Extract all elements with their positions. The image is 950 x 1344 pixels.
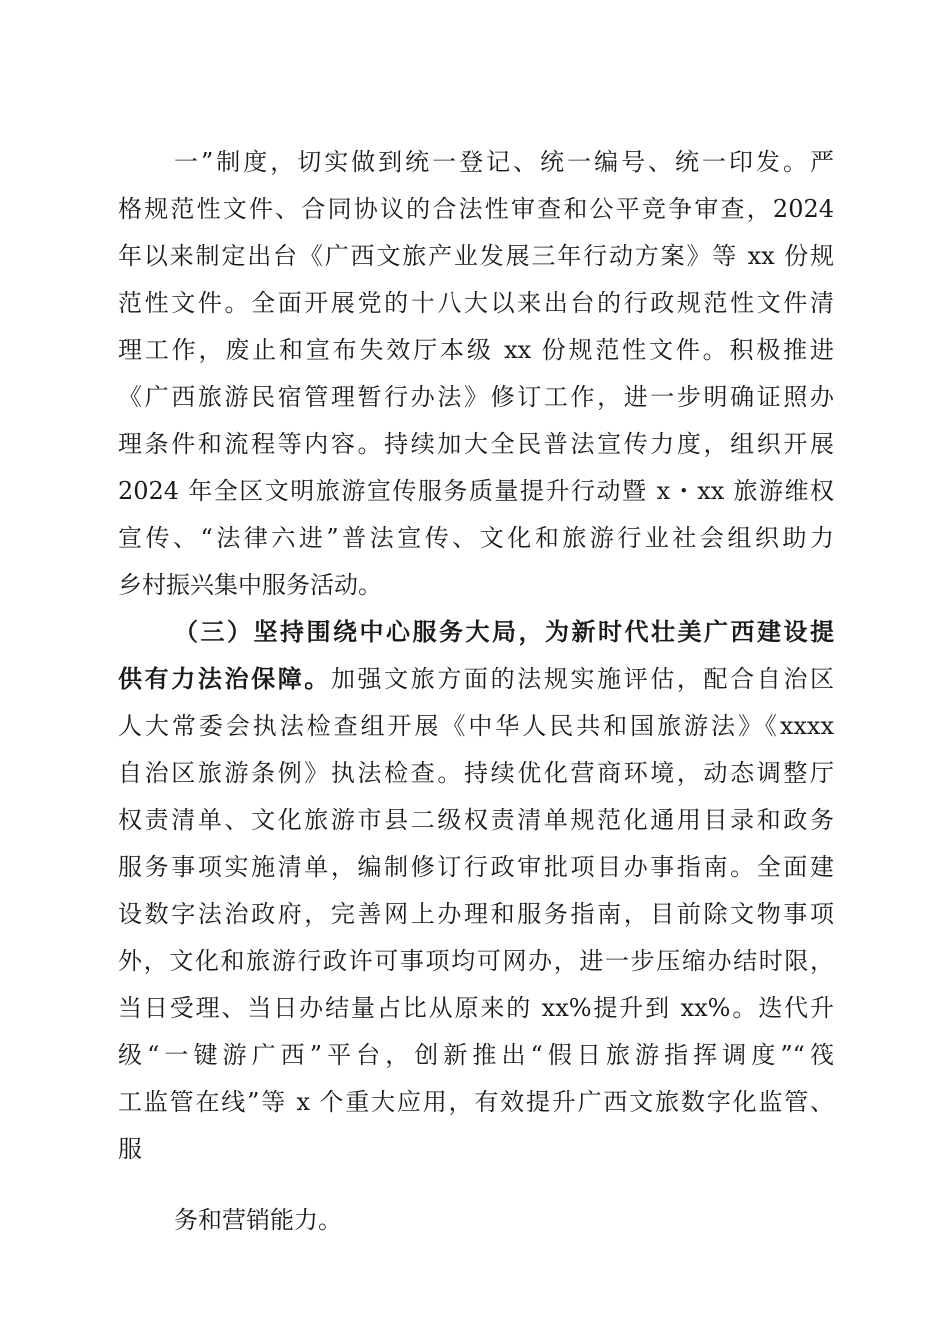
text-line: 自治区旅游条例》执法检查。持续优化营商环境，动态调整厅 <box>118 759 834 787</box>
text-line: 服务事项实施清单，编制修订行政审批项目办事指南。全面建 <box>118 853 834 881</box>
text-line: 设数字法治政府，完善网上办理和服务指南，目前除文物事项 <box>118 900 834 928</box>
text-line: 乡村振兴集中服务活动。 <box>118 571 382 599</box>
text-line <box>118 659 834 699</box>
text-line: 工监管在线”等 x 个重大应用，有效提升广西文旅数字化监管、 <box>118 1088 834 1116</box>
text-line: 理条件和流程等内容。持续加大全民普法宣传力度，组织开展 <box>118 430 834 458</box>
text-line: 人大常委会执法检查组开展《中华人民共和国旅游法》《xxxx <box>118 712 834 740</box>
text-line: 务和营销能力。 <box>174 1206 342 1234</box>
text-line: 2024 年全区文明旅游宣传服务质量提升行动暨 x・xx 旅游维权 <box>118 477 834 505</box>
text-line: 权责清单、文化旅游市县二级权责清单规范化通用目录和政务 <box>118 806 834 834</box>
text-line: 一”制度，切实做到统一登记、统一编号、统一印发。严 <box>174 148 834 176</box>
text-line: 理工作，废止和宣布失效厅本级 xx 份规范性文件。积极推进 <box>118 336 834 364</box>
section-heading: （三）坚持围绕中心服务大局，为新时代壮美广西建设提 <box>174 617 834 646</box>
text-line: 格规范性文件、合同协议的合法性审查和公平竞争审查，2024 <box>118 195 834 223</box>
text-line: 年以来制定出台《广西文旅产业发展三年行动方案》等 xx 份规 <box>118 242 834 270</box>
text-line: 级“一键游广西”平台，创新推出“假日旅游指挥调度”“筏 <box>118 1041 834 1069</box>
section-heading-tail: 供有力法治保障。 <box>118 664 331 693</box>
text-span: 加强文旅方面的法规实施评估，配合自治区 <box>330 665 834 693</box>
text-line: 当日受理、当日办结量占比从原来的 xx%提升到 xx%。迭代升 <box>118 994 834 1022</box>
text-line: 《广西旅游民宿管理暂行办法》修订工作，进一步明确证照办 <box>118 383 834 411</box>
text-line: 服 <box>118 1135 142 1163</box>
text-line: 范性文件。全面开展党的十八大以来出台的行政规范性文件清 <box>118 289 834 317</box>
text-line: 宣传、“法律六进”普法宣传、文化和旅游行业社会组织助力 <box>118 524 834 552</box>
text-line: 外，文化和旅游行政许可事项均可网办，进一步压缩办结时限， <box>118 947 834 975</box>
